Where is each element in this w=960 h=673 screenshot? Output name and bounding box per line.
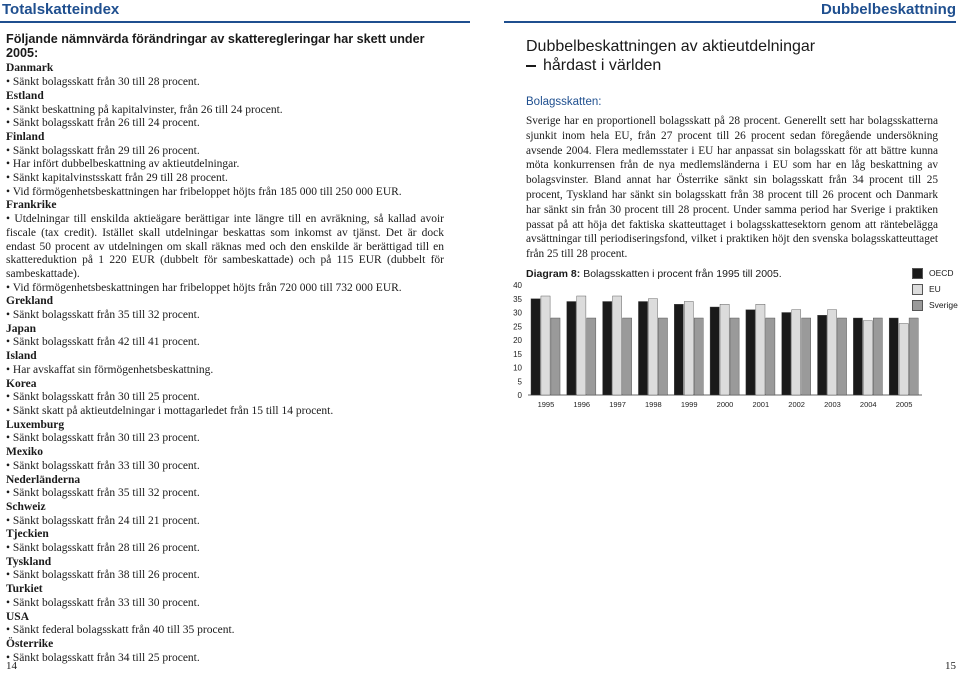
y-tick-label: 20 <box>513 336 522 345</box>
list-item: • Sänkt bolagsskatt från 30 till 28 procent. <box>6 76 444 90</box>
bar-sverige-2003 <box>837 318 846 395</box>
list-item: • Sänkt beskattning på kapitalvinster, från 26 till 24 procent. <box>6 104 444 118</box>
list-item: • Sänkt bolagsskatt från 30 till 25 procent. <box>6 391 444 405</box>
x-tick-label: 2003 <box>824 400 841 409</box>
bar-oecd-2000 <box>710 307 719 395</box>
legend-item <box>912 265 958 281</box>
list-item: • Sänkt bolagsskatt från 33 till 30 procent. <box>6 460 444 474</box>
diagram-label: Diagram 8: <box>526 268 581 280</box>
legend-item <box>912 281 958 297</box>
legend-label: OECD <box>929 268 954 278</box>
bar-oecd-1995 <box>531 299 540 395</box>
country-name: Korea <box>6 377 37 390</box>
bar-eu-2005 <box>899 324 908 396</box>
bar-sverige-1995 <box>551 318 560 395</box>
bar-oecd-1999 <box>674 304 683 395</box>
bar-sverige-1997 <box>623 318 632 395</box>
country-name: Tjeckien <box>6 528 49 541</box>
country-name: Grekland <box>6 295 54 308</box>
legend-swatch <box>912 268 923 279</box>
legend-label: EU <box>929 284 941 294</box>
article-title-line2: hårdast i världen <box>543 57 662 74</box>
list-item: • Sänkt bolagsskatt från 28 till 26 procent. <box>6 542 444 556</box>
bar-eu-2003 <box>827 310 836 395</box>
bar-eu-2004 <box>863 321 872 395</box>
bar-sverige-2000 <box>730 318 739 395</box>
country-name: Schweiz <box>6 500 46 513</box>
country-name: USA <box>6 610 30 623</box>
x-tick-label: 2004 <box>859 400 877 409</box>
article-title-line1: Dubbelbeskattningen av aktieutdelningar <box>526 38 816 55</box>
list-item: • Vid förmögenhetsbeskattningen har fribeloppet höjts från 720 000 till 732 000 EUR. <box>6 282 444 296</box>
bar-sverige-1996 <box>587 318 596 395</box>
y-tick-label: 35 <box>513 294 522 304</box>
right-page <box>480 0 960 673</box>
country-name: Island <box>6 350 37 363</box>
x-tick-label: 2000 <box>716 400 734 409</box>
bar-oecd-2001 <box>746 310 755 395</box>
bar-oecd-1996 <box>567 302 576 396</box>
x-tick-label: 2001 <box>752 400 770 409</box>
list-item: • Har avskaffat sin förmögenhetsbeskattning. <box>6 364 444 378</box>
bar-sverige-1999 <box>694 318 703 395</box>
left-header-rule <box>0 21 470 23</box>
legend-swatch <box>912 284 923 295</box>
bar-oecd-2004 <box>853 318 862 395</box>
y-tick-label: 25 <box>513 322 522 332</box>
y-tick-label: 15 <box>513 349 522 359</box>
y-tick-label: 40 <box>513 281 522 290</box>
list-item: • Sänkt federal bolagsskatt från 40 till 35 procent. <box>6 624 444 638</box>
bar-eu-2001 <box>756 304 765 395</box>
right-header: Dubbelbeskattning <box>820 1 956 18</box>
intro-heading: Följande nämnvärda förändringar av skatteregleringar har skett under 2005: <box>6 32 425 60</box>
country-name: Tyskland <box>6 555 52 568</box>
bar-sverige-2004 <box>873 318 882 395</box>
bar-eu-1998 <box>648 299 657 395</box>
x-tick-label: 2002 <box>788 400 805 409</box>
list-item: • Sänkt kapitalvinstsskatt från 29 till 28 procent. <box>6 172 444 186</box>
bar-oecd-1998 <box>638 302 647 396</box>
country-name: Japan <box>6 322 37 335</box>
y-tick-label: 5 <box>517 377 522 387</box>
list-item: • Utdelningar till enskilda aktieägare berättigar inte längre till en avräkning, så kallad avoir fiscale (tax credit). Istället skall utdelningar beskattas som inkomst av tjänst. Det är dock endast 50 procent av utdelningen om skall räknas med och den enskilde är berättigad till en skattereduktion på 1 220 EUR (dubbelt för sambeskattade) och på 115 EUR (dubbelt för sambeskattade). <box>6 213 444 282</box>
list-item: • Sänkt bolagsskatt från 24 till 21 procent. <box>6 515 444 529</box>
section-subheading: Bolagsskatten: <box>526 96 602 108</box>
bar-eu-1996 <box>577 296 586 395</box>
corporate-tax-chart <box>480 0 960 673</box>
legend-item <box>912 297 958 313</box>
country-name: Estland <box>6 89 44 102</box>
list-item: • Sänkt bolagsskatt från 38 till 26 procent. <box>6 569 444 583</box>
y-tick-label: 10 <box>513 363 522 373</box>
article-body: Sverige har en proportionell bolagsskatt på 28 procent. Generellt sett har bolagsskatterna sjunkit inom hela EU, från 27 procent till 26 procent sedan föregående undersökning avsende 2004. Flera medlemsstater i EU har anpassat sin bolagsskatt för att bättre kunna möta konkurrensen från de nya medlemsländerna i EU som har en låg beskattning av bolagsvinster. Bland annat har Österrike sänkt sin bolagsskatt från 34 procent till 25 procent, Tyskland har sänkt sin bolagsskatt från 38 procent till 26 procent och Danmark har sänkt sin från 30 procent till 28 procent. Under samma period har Sverige i praktiken passat på att höja det faktiska skatteuttaget i bolagsskattesektorn genom att räntebelägga avsättningar till periodiseringsfond, vilket i praktiken höjt den svenska bolagsskatteuttaget från 25 till 28 procent. <box>526 115 938 261</box>
bar-oecd-1997 <box>603 302 612 396</box>
bar-sverige-1998 <box>658 318 667 395</box>
country-name: Luxemburg <box>6 418 65 431</box>
country-name: Finland <box>6 130 45 143</box>
list-item: • Sänkt bolagsskatt från 35 till 32 procent. <box>6 487 444 501</box>
left-header: Totalskatteindex <box>2 1 120 18</box>
country-name: Danmark <box>6 62 54 75</box>
x-tick-label: 1996 <box>573 400 591 409</box>
legend-swatch <box>912 300 923 311</box>
x-tick-label: 1999 <box>680 400 698 409</box>
tax-changes-list <box>6 33 444 665</box>
country-name: Mexiko <box>6 446 44 459</box>
country-name: Turkiet <box>6 583 43 596</box>
list-item: • Sänkt bolagsskatt från 29 till 26 procent. <box>6 145 444 159</box>
bar-eu-2002 <box>792 310 801 395</box>
chart-legend <box>912 265 958 313</box>
page-number-left: 14 <box>6 660 17 672</box>
list-item: • Sänkt bolagsskatt från 42 till 41 procent. <box>6 336 444 350</box>
y-tick-label: 0 <box>517 391 522 400</box>
bar-eu-1999 <box>684 302 693 396</box>
list-item: • Sänkt bolagsskatt från 26 till 24 procent. <box>6 117 444 131</box>
bar-eu-2000 <box>720 304 729 395</box>
x-tick-label: 1998 <box>645 400 662 409</box>
legend-label: Sverige <box>929 300 958 310</box>
diagram-caption-text: Bolagsskatten i procent från 1995 till 2005. <box>580 268 782 280</box>
country-name: Frankrike <box>6 199 57 212</box>
bar-eu-1995 <box>541 296 550 395</box>
bar-oecd-2003 <box>818 315 827 395</box>
y-tick-label: 30 <box>513 308 522 318</box>
x-tick-label: 2005 <box>895 400 913 409</box>
x-tick-label: 1995 <box>537 400 555 409</box>
list-item: • Sänkt bolagsskatt från 35 till 32 procent. <box>6 309 444 323</box>
bar-sverige-2005 <box>909 318 918 395</box>
x-tick-label: 1997 <box>609 400 626 409</box>
bar-eu-1997 <box>613 296 622 395</box>
list-item: • Sänkt skatt på aktieutdelningar i mottagarledet från 15 till 14 procent. <box>6 405 444 419</box>
bar-oecd-2005 <box>889 318 898 395</box>
country-name: Nederländerna <box>6 473 81 486</box>
list-item: • Sänkt bolagsskatt från 34 till 25 procent. <box>6 652 444 666</box>
country-name: Österrike <box>6 637 54 650</box>
list-item: • Sänkt bolagsskatt från 33 till 30 procent. <box>6 597 444 611</box>
bar-oecd-2002 <box>782 313 791 396</box>
list-item: • Sänkt bolagsskatt från 30 till 23 procent. <box>6 432 444 446</box>
list-item: • Har infört dubbelbeskattning av aktieutdelningar. <box>6 158 444 172</box>
bar-sverige-2002 <box>802 318 811 395</box>
bar-sverige-2001 <box>766 318 775 395</box>
page-number-right: 15 <box>945 660 956 672</box>
list-item: • Vid förmögenhetsbeskattningen har fribeloppet höjts från 185 000 till 250 000 EUR. <box>6 186 444 200</box>
